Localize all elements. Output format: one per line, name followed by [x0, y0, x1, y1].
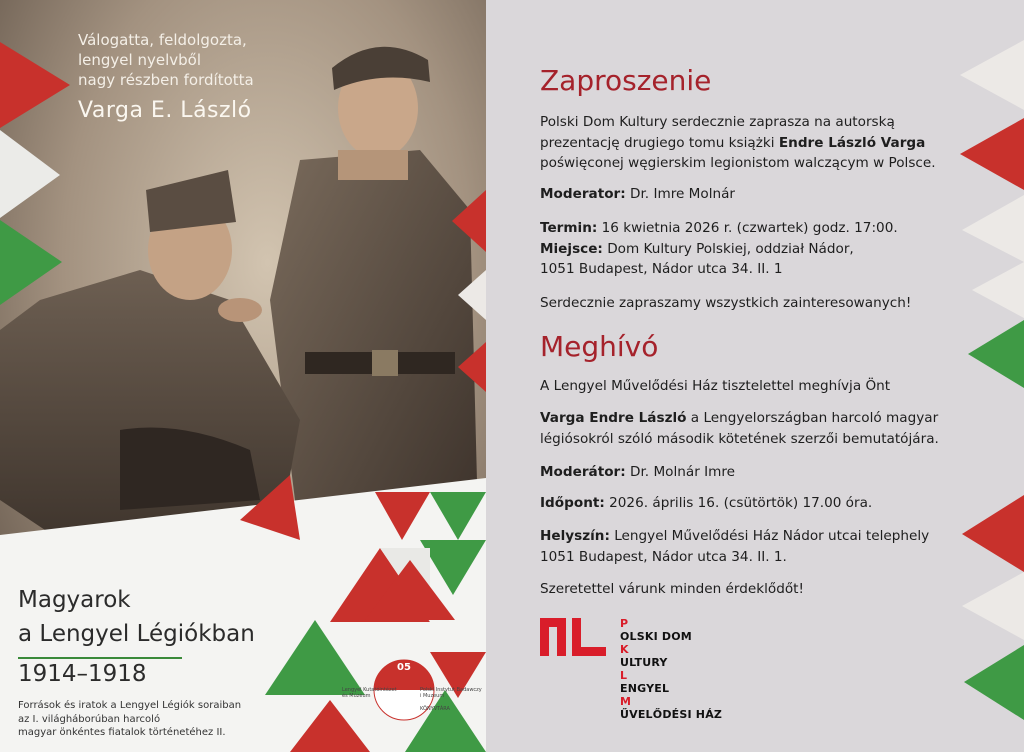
label: Moderátor: — [540, 464, 626, 480]
text-line: poświęconej węgierskim legionistom walczącym w Polsce. — [540, 155, 936, 171]
subtitle-line: az I. világháborúban harcoló — [18, 713, 161, 725]
hungarian-intro — [540, 376, 890, 397]
label: Miejsce: — [540, 240, 603, 257]
text-fragment: prezentację drugiego tomu książki — [540, 134, 779, 151]
text-fragment: a Lengyelországban harcoló magyar — [686, 410, 939, 426]
book-years: 1914–1918 — [18, 661, 147, 687]
text-line: Polski Dom Kultury serdecznie zaprasza na autorską — [540, 114, 895, 130]
value: 2026. április 16. (csütörtök) 17.00 óra. — [604, 495, 873, 511]
subtitle-line: magyar önkéntes fiatalok történetéhez II. — [18, 727, 226, 738]
cover-translator: Varga E. László — [78, 98, 252, 123]
hungarian-body — [540, 408, 939, 449]
address: 1051 Budapest, Nádor utca 34. II. 1. — [540, 548, 787, 565]
value: Dom Kultury Polskiej, oddział Nádor, — [602, 240, 854, 257]
value: Dr. Molnár Imre — [625, 464, 736, 480]
hungarian-moderator — [540, 462, 735, 483]
logo-initial: K — [620, 643, 629, 656]
title-divider — [18, 657, 182, 659]
value: Dr. Imre Molnár — [625, 186, 736, 202]
logo-wordmark — [620, 617, 722, 721]
book-subtitle — [18, 699, 241, 740]
text-line: Serdecznie zapraszamy wszystkich zainteresowanych! — [540, 295, 912, 311]
value: Lengyel Művelődési Ház Nádor utcai telephely — [609, 528, 930, 544]
credit-line: nagy részben fordította — [78, 71, 254, 89]
text-line — [540, 133, 936, 154]
logo-word: ŰVELŐDÉSI HÁZ — [620, 708, 723, 721]
title-line: a Lengyel Légiókban — [18, 621, 255, 647]
polish-house-logo-icon — [540, 618, 606, 656]
title-line: Magyarok — [18, 587, 131, 613]
polish-intro — [540, 112, 936, 174]
label: Termin: — [540, 220, 598, 236]
cover-credit — [78, 30, 254, 90]
text-line: A Lengyel Művelődési Ház tisztelettel meghívja Önt — [540, 378, 891, 394]
subtitle-line: Források és iratok a Lengyel Légiók soraiban — [18, 700, 242, 711]
polish-date-place — [540, 218, 898, 280]
logo-initial: P — [620, 617, 629, 630]
series-publisher-hu: Lengyel Kutatóintézet és Múzeum — [342, 687, 397, 699]
text-line: légiósokról szóló második kötetének szerzői bemutatójára. — [540, 430, 939, 447]
logo-initial: L — [620, 669, 628, 682]
text-line: Szeretettel várunk minden érdeklődőt! — [540, 581, 804, 597]
logo-word: ULTURY — [620, 656, 668, 669]
credit-line: lengyel nyelvből — [78, 51, 201, 69]
label: Időpont: — [540, 495, 605, 511]
heading-meghivo: Meghívó — [540, 330, 659, 363]
polish-closing — [540, 293, 911, 314]
series-publisher-pl: Polski Instytut Badawczy i Muzeum — [420, 687, 482, 699]
label: Helyszín: — [540, 528, 610, 544]
heading-zaproszenie: Zaproszenie — [540, 64, 712, 97]
hungarian-date — [540, 493, 872, 514]
book-cover — [0, 0, 486, 752]
author-name: Endre László Varga — [778, 134, 926, 151]
series-library: KÖNYVTÁRA — [420, 706, 450, 712]
logo-word: OLSKI DOM — [620, 630, 692, 643]
label: Moderator: — [540, 186, 626, 202]
address: 1051 Budapest, Nádor utca 34. II. 1 — [540, 261, 783, 277]
book-title — [18, 583, 255, 651]
logo-initial: M — [620, 695, 632, 708]
author-name: Varga Endre László — [540, 410, 687, 426]
hungarian-place — [540, 526, 929, 567]
series-number: 05 — [397, 662, 411, 673]
polish-moderator — [540, 184, 735, 205]
credit-line: Válogatta, feldolgozta, — [78, 31, 247, 49]
logo-word: ENGYEL — [620, 682, 670, 695]
value: 16 kwietnia 2026 r. (czwartek) godz. 17:00. — [597, 220, 898, 236]
hungarian-closing — [540, 579, 804, 600]
